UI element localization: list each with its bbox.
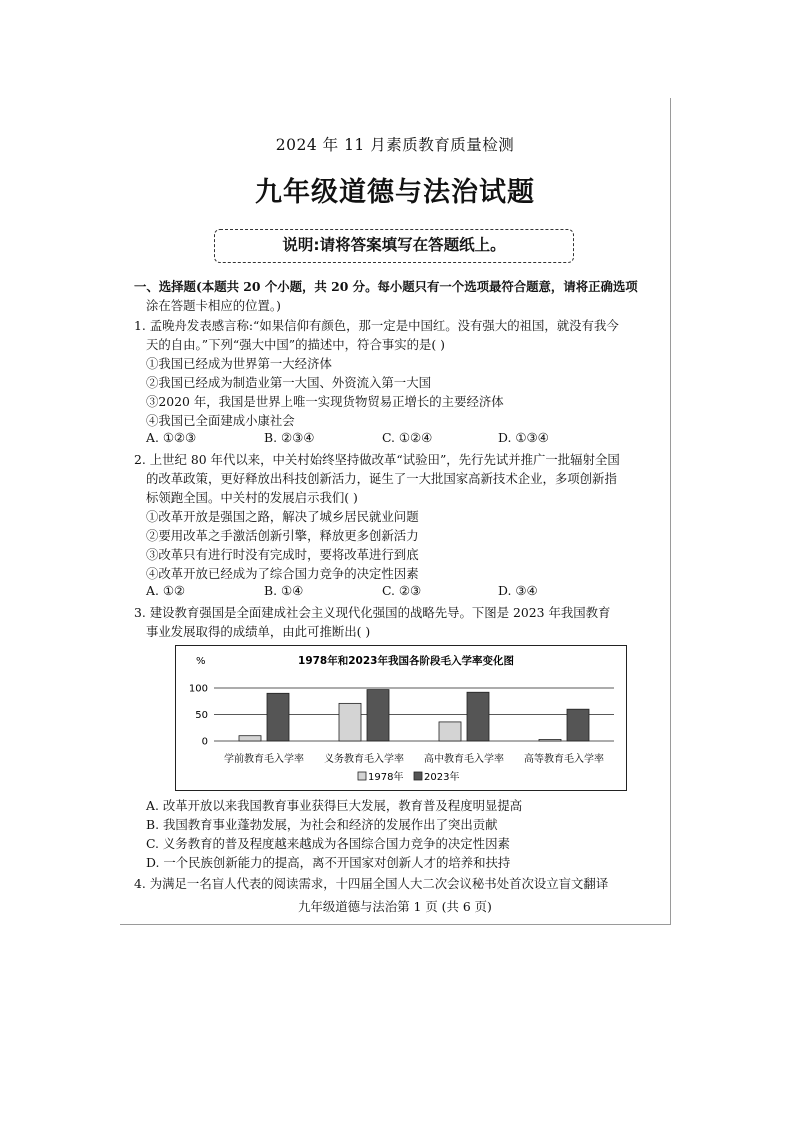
q1-statement-1: ①我国已经成为世界第一大经济体 [146, 356, 332, 371]
q2-stem-line1: 2. 上世纪 80 年代以来，中关村始终坚持做改革“试验田”，先行先试并推广一批辐射全国 [134, 452, 620, 467]
enrollment-chart [175, 645, 627, 791]
chart-legend-swatch-1978年 [358, 772, 366, 780]
exam-subtitle: 2024 年 11 月素质教育质量检测 [275, 136, 515, 154]
q2-option-c: C. ②③ [382, 583, 422, 598]
q1-stem-line2: 天的自由。”下列“强大中国”的描述中，符合事实的是( ) [146, 337, 446, 352]
q1-option-c: C. ①②④ [382, 430, 433, 445]
instruction-box: 说明:请将答案填写在答题纸上。 [214, 229, 574, 263]
section1-line2: 涂在答题卡相应的位置。) [146, 298, 281, 313]
q1-statement-3: ③2020 年，我国是世界上唯一实现货物贸易正增长的主要经济体 [146, 394, 504, 409]
chart-legend-label-2023年: 2023年 [424, 772, 460, 783]
chart-xtick-2: 义务教育毛入学率 [324, 754, 404, 765]
chart-ytick-100: 100 [188, 683, 208, 695]
chart-ylabel: % [196, 656, 206, 667]
chart-bar-4-2023年 [567, 709, 589, 741]
chart-ytick-50: 50 [195, 710, 208, 721]
exam-title: 九年级道德与法治试题 [255, 177, 535, 208]
q3-option-d: D. 一个民族创新能力的提高，离不开国家对创新人才的培养和扶持 [146, 855, 511, 870]
q2-statement-1: ①改革开放是强国之路，解决了城乡居民就业问题 [146, 509, 419, 524]
q1-option-d: D. ①③④ [498, 430, 549, 445]
q2-stem-line2: 的改革政策，更好释放出科技创新活力，诞生了一大批国家高新技术企业，多项创新指 [146, 471, 617, 486]
q2-option-b: B. ①④ [264, 583, 304, 598]
q3-option-a: A. 改革开放以来我国教育事业获得巨大发展，教育普及程度明显提高 [146, 798, 523, 813]
chart-bar-3-1978年 [439, 722, 461, 741]
q1-option-a: A. ①②③ [146, 430, 197, 445]
q4-stem-line1: 4. 为满足一名盲人代表的阅读需求，十四届全国人大二次会议秘书处首次设立盲文翻译 [134, 876, 609, 891]
q2-statement-2: ②要用改革之手激活创新引擎，释放更多创新活力 [146, 528, 419, 543]
page-footer: 九年级道德与法治第 1 页 (共 6 页) [298, 899, 492, 914]
q2-option-a: A. ①② [146, 583, 186, 598]
q2-statement-3: ③改革只有进行时没有完成时，要将改革进行到底 [146, 547, 419, 562]
q3-option-c: C. 义务教育的普及程度越来越成为各国综合国力竞争的决定性因素 [146, 836, 510, 851]
chart-bar-1-2023年 [267, 693, 289, 741]
q1-stem-line1: 1. 孟晚舟发表感言称:“如果信仰有颜色，那一定是中国红。没有强大的祖国，就没有我今 [134, 318, 619, 333]
q3-stem-line1: 3. 建设教育强国是全面建成社会主义现代化强国的战略先导。下图是 2023 年我国教育 [134, 605, 611, 620]
q3-option-b: B. 我国教育事业蓬勃发展，为社会和经济的发展作出了突出贡献 [146, 817, 498, 832]
chart-legend-label-1978年: 1978年 [368, 772, 404, 783]
section1-line1: 一、选择题(本题共 20 个小题，共 20 分。每小题只有一个选项最符合题意，请将正确选项 [134, 279, 638, 294]
q1-option-b: B. ②③④ [264, 430, 315, 445]
chart-ytick-0: 0 [201, 736, 208, 748]
enrollment-chart-svg [176, 646, 626, 790]
chart-legend-swatch-2023年 [414, 772, 422, 780]
chart-bar-2-2023年 [367, 690, 389, 741]
chart-xtick-4: 高等教育毛入学率 [524, 754, 604, 765]
chart-bar-2-1978年 [339, 703, 361, 741]
q2-option-d: D. ③④ [498, 583, 538, 598]
chart-title: 1978年和2023年我国各阶段毛入学率变化图 [298, 655, 514, 667]
q2-stem-line3: 标领跑全国。中关村的发展启示我们( ) [146, 490, 358, 505]
q3-stem-line2: 事业发展取得的成绩单，由此可推断出( ) [146, 624, 371, 639]
chart-xtick-3: 高中教育毛入学率 [424, 754, 504, 765]
chart-xtick-1: 学前教育毛入学率 [224, 754, 304, 765]
q1-statement-2: ②我国已经成为制造业第一大国、外资流入第一大国 [146, 375, 431, 390]
q2-statement-4: ④改革开放已经成为了综合国力竞争的决定性因素 [146, 566, 419, 581]
q1-statement-4: ④我国已全面建成小康社会 [146, 413, 295, 428]
chart-bar-3-2023年 [467, 692, 489, 741]
chart-bar-4-1978年 [539, 739, 561, 741]
chart-bar-1-1978年 [239, 736, 261, 741]
